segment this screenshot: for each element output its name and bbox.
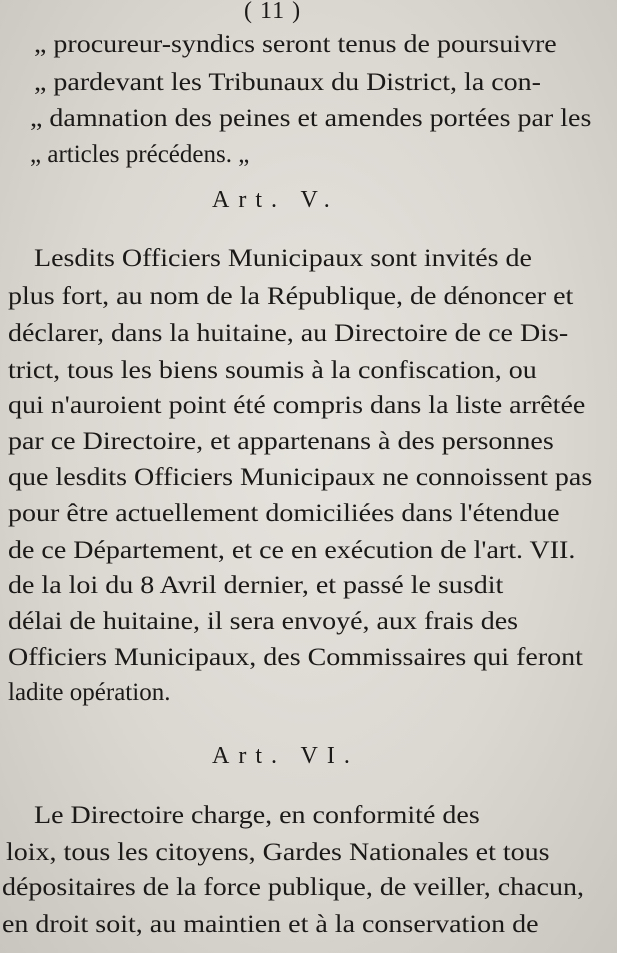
text-line: ladite opération. [8,679,171,706]
text-line: loix, tous les citoyens, Gardes Nationales et tous [6,839,550,866]
article-6-heading: Art. VI. [212,743,359,769]
text-line: de la loi du 8 Avril dernier, et passé le susdit [8,572,504,599]
text-line: „ damnation des peines et amendes portées par les [30,105,592,132]
page-number: ( 11 ) [244,0,302,24]
text-line: Officiers Municipaux, des Commissaires qui feront [8,644,583,671]
text-line: dépositaires de la force publique, de veiller, chacun, [2,874,584,901]
text-line: en droit soit, au maintien et à la conservation de [2,911,539,938]
text-line: Lesdits Officiers Municipaux sont invités de [34,245,532,272]
text-line: Le Directoire charge, en conformité des [34,802,480,829]
text-line: qui n'auroient point été compris dans la liste arrêtée [8,392,586,419]
text-line: pour être actuellement domiciliées dans l'étendue [8,500,560,527]
text-line: de ce Département, et ce en exécution de l'art. VII. [8,537,576,564]
text-line: par ce Directoire, et appartenans à des personnes [8,428,554,455]
text-line: que lesdits Officiers Municipaux ne connoissent pas [8,464,593,491]
text-line: délai de huitaine, il sera envoyé, aux frais des [8,608,519,635]
text-line: plus fort, au nom de la République, de dénoncer et [8,283,574,310]
text-line: trict, tous les biens soumis à la confiscation, ou [8,357,537,384]
text-line: „ articles précédens. „ [30,141,250,168]
text-line: „ procureur-syndics seront tenus de poursuivre [34,31,557,58]
text-line: „ pardevant les Tribunaux du District, la con- [34,69,542,96]
text-line: déclarer, dans la huitaine, au Directoire de ce Dis- [8,320,569,347]
article-5-heading: Art. V. [212,187,339,213]
